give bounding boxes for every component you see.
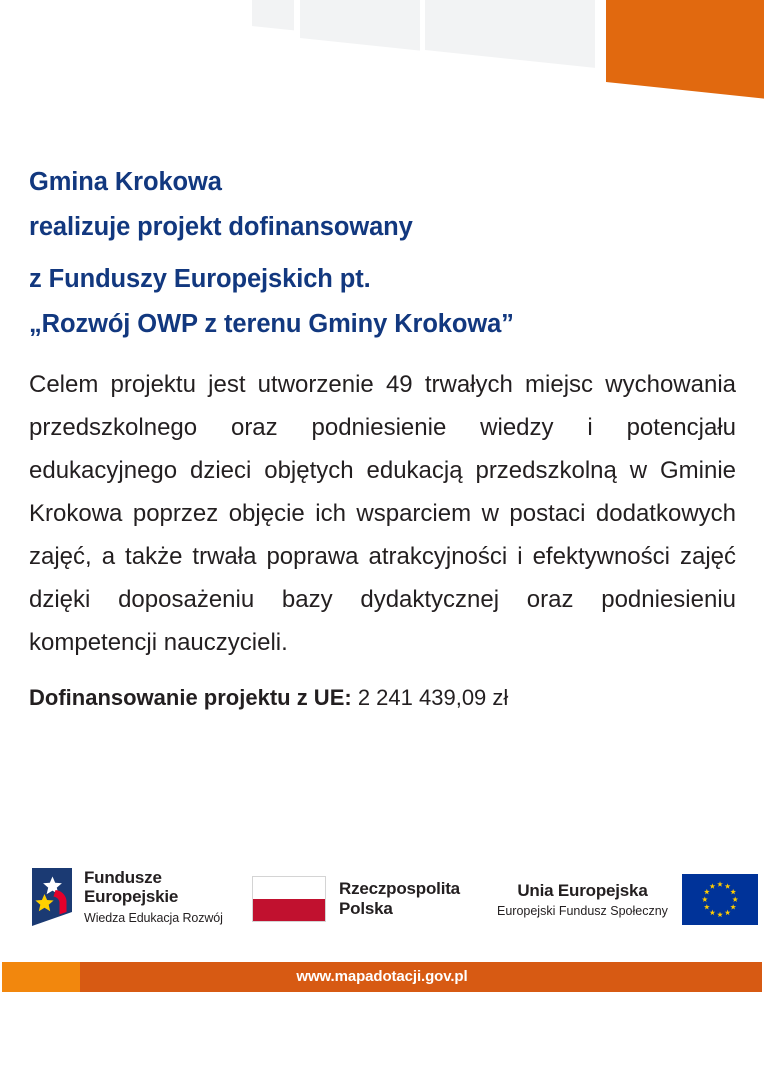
- footer-url-text: www.mapadotacji.gov.pl: [296, 968, 468, 985]
- top-decoration-band: [0, 0, 764, 130]
- fundusze-europejskie-text: [84, 868, 223, 927]
- headline-line-2: realizuje projekt dofinansowany: [29, 213, 413, 241]
- footer-bar: [2, 962, 762, 992]
- poster-headline: [29, 160, 629, 347]
- headline-line-1: Gmina Krokowa: [29, 168, 222, 196]
- fe-title-line-1: Fundusze: [84, 867, 162, 887]
- fe-title-line-2: Europejskie: [84, 886, 179, 906]
- fundusze-europejskie-star-mark-icon: [28, 866, 74, 928]
- headline-line-4: „Rozwój OWP z terenu Gminy Krokowa”: [29, 310, 514, 338]
- logo-fundusze-europejskie: [28, 866, 223, 928]
- logo-strip: [0, 862, 764, 942]
- gray-parallelogram-3-shape: [425, 0, 595, 68]
- project-description: [29, 363, 736, 664]
- gray-parallelogram-1-shape: [252, 0, 294, 30]
- headline-line-3: z Funduszy Europejskich pt.: [29, 265, 371, 293]
- funding-label: Dofinansowanie projektu z UE:: [29, 685, 352, 710]
- rp-title-line-2: Polska: [339, 899, 393, 918]
- gray-parallelogram-2-shape: [300, 0, 420, 51]
- logo-unia-europejska: [497, 874, 758, 925]
- poland-flag-icon: [252, 876, 326, 922]
- rzeczpospolita-polska-text: [339, 879, 460, 919]
- fe-subtitle: Wiedza Edukacja Rozwój: [84, 910, 223, 925]
- project-description-text: Celem projektu jest utworzenie 49 trwałych miejsc wychowania przedszkolnego oraz podniesienie wiedzy i potencjału edukacyjnego dzieci objętych edukacją przedszkolną w Gminie Krokowa poprzez objęcie ich wsparciem w postaci dodatkowych zajęć, a także trwała poprawa atrakcyjności i efektywności zajęć dzięki doposażeniu bazy dydaktycznej oraz podniesieniu kompetencji nauczycieli.: [29, 371, 736, 656]
- rp-title-line-1: Rzeczpospolita: [339, 879, 460, 898]
- unia-europejska-text: [497, 880, 668, 920]
- orange-parallelogram-shape: [606, 0, 764, 100]
- european-union-flag-icon: [682, 874, 758, 925]
- ue-subtitle: Europejski Fundusz Społeczny: [497, 903, 668, 918]
- logo-rzeczpospolita-polska: [252, 876, 460, 922]
- ue-title: Unia Europejska: [517, 880, 648, 900]
- funding-amount-line: [29, 682, 508, 714]
- funding-value: 2 241 439,09 zł: [357, 685, 509, 710]
